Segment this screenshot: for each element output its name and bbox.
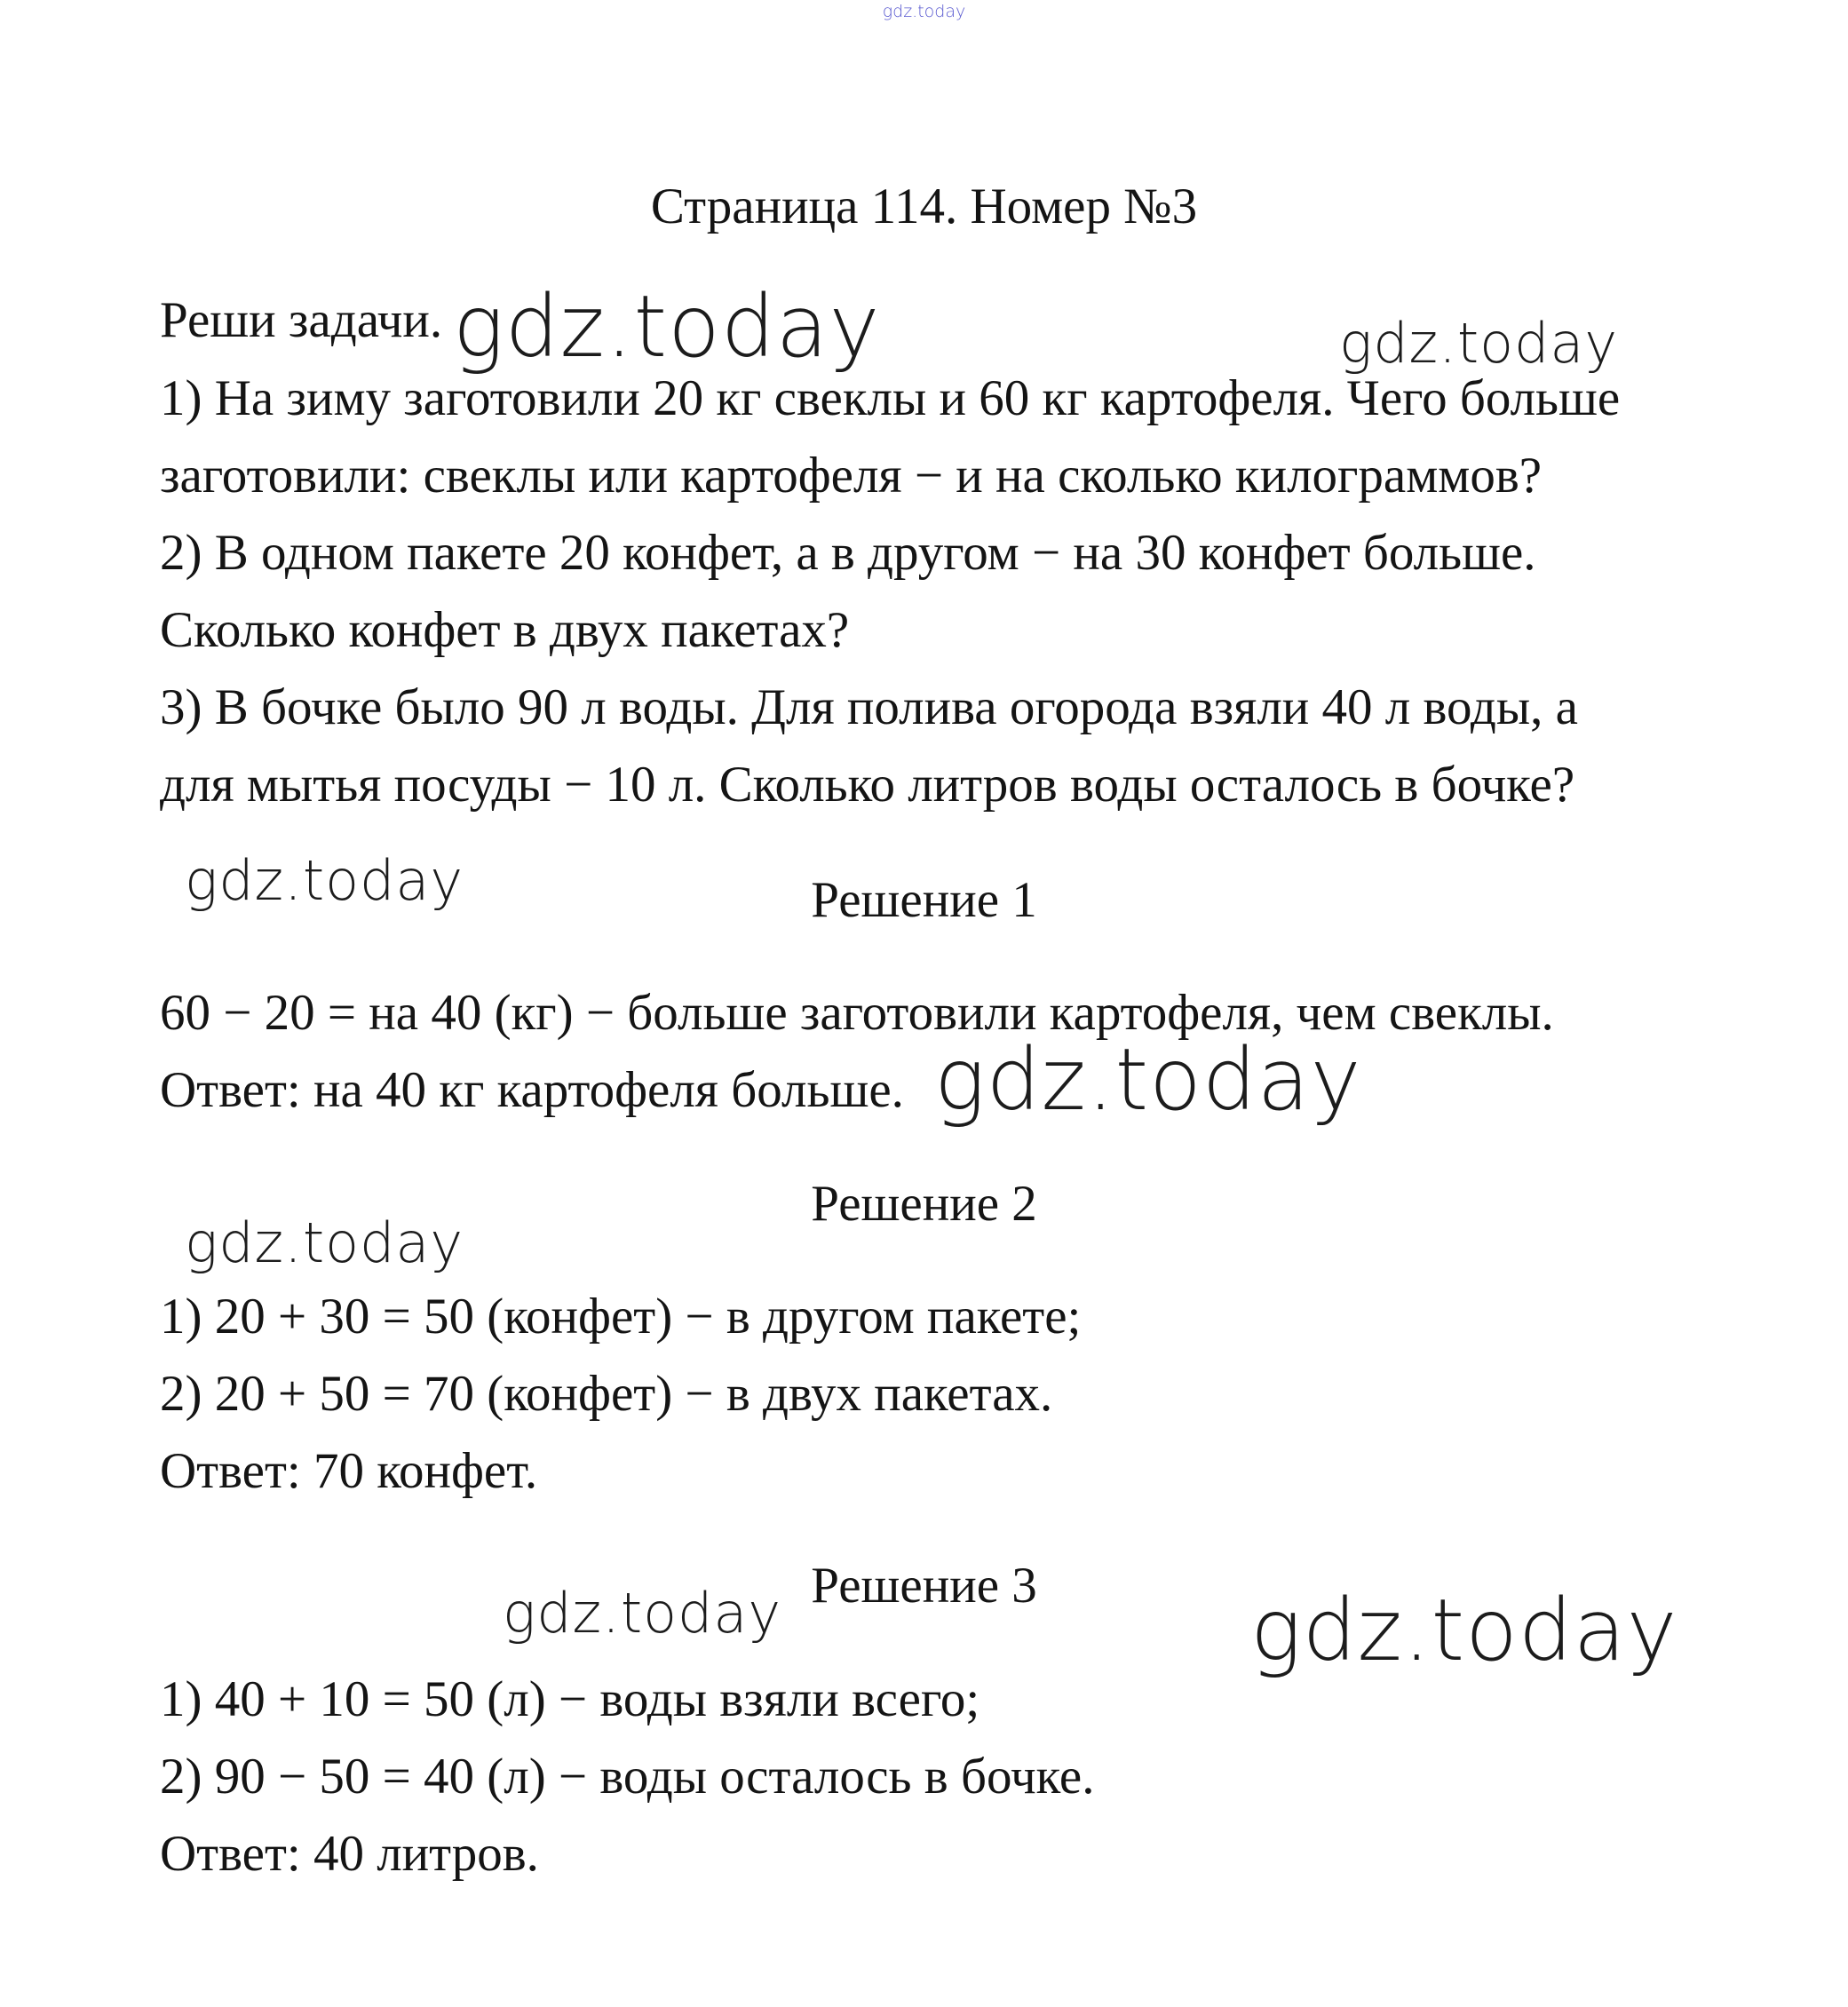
task-line-5: 3) В бочке было 90 л воды. Для полива огорода взяли 40 л воды, а: [160, 679, 1578, 735]
watermark: gdz.today: [185, 848, 464, 913]
solution-3-line-1: 1) 40 + 10 = 50 (л) − воды взяли всего;: [160, 1671, 980, 1727]
solution-3-answer: Ответ: 40 литров.: [160, 1826, 539, 1882]
task-line-6: для мытья посуды − 10 л. Сколько литров воды осталось в бочке?: [160, 757, 1575, 813]
top-watermark: gdz.today: [882, 2, 966, 21]
solution-2-heading: Решение 2: [811, 1176, 1037, 1232]
solution-1-heading: Решение 1: [811, 872, 1037, 928]
solution-1-line-1: 60 − 20 = на 40 (кг) − больше заготовили картофеля, чем свеклы.: [160, 985, 1554, 1041]
solution-3-line-2: 2) 90 − 50 = 40 (л) − воды осталось в бочке.: [160, 1749, 1095, 1805]
watermark: gdz.today: [185, 1210, 464, 1275]
page-title: Страница 114. Номер №3: [650, 178, 1198, 234]
watermark: gdz.today: [1339, 311, 1619, 376]
solution-2-line-1: 1) 20 + 30 = 50 (конфет) − в другом пакете;: [160, 1289, 1082, 1345]
task-line-1: 1) На зиму заготовили 20 кг свеклы и 60 кг картофеля. Чего больше: [160, 370, 1621, 426]
watermark: gdz.today: [453, 277, 881, 377]
watermark: gdz.today: [1250, 1581, 1678, 1680]
solution-1-answer: Ответ: на 40 кг картофеля больше.: [160, 1062, 904, 1118]
task-line-3: 2) В одном пакете 20 конфет, а в другом − на 30 конфет больше.: [160, 525, 1536, 581]
watermark: gdz.today: [934, 1030, 1362, 1130]
solution-2-answer: Ответ: 70 конфет.: [160, 1443, 538, 1499]
watermark: gdz.today: [503, 1581, 782, 1646]
solution-3-heading: Решение 3: [811, 1558, 1037, 1614]
task-intro: Реши задачи.: [160, 292, 443, 348]
task-line-2: заготовили: свеклы или картофеля − и на сколько килограммов?: [160, 448, 1543, 504]
task-line-4: Сколько конфет в двух пакетах?: [160, 602, 850, 658]
solution-2-line-2: 2) 20 + 50 = 70 (конфет) − в двух пакетах.: [160, 1366, 1053, 1422]
